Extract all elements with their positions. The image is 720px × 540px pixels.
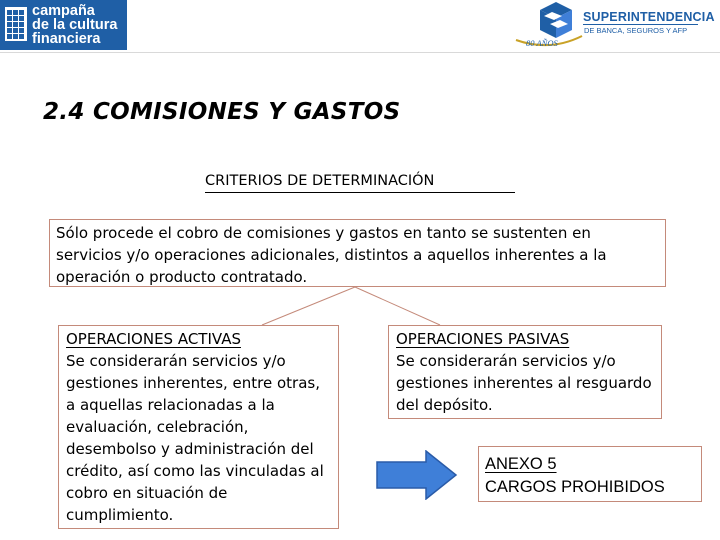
slide-title: 2.4 COMISIONES Y GASTOS [43, 99, 401, 125]
sbs-anniversary-badge: 80 AÑOS [526, 38, 558, 48]
sbs-name: SUPERINTENDENCIA [583, 10, 715, 24]
subtitle-underline [205, 192, 515, 193]
sbs-divider [583, 24, 698, 25]
active-operations-text: Se considerarán servicios y/o gestiones inherentes, entre otras, a aquellas relacionadas a la evaluación, celebración, desembolso y administración del crédito, así como las vinculadas al cobro en situación de cumplimiento. [66, 352, 324, 524]
annex-title: ANEXO 5 [485, 455, 557, 473]
header-bar [0, 0, 720, 52]
header-divider [0, 52, 720, 53]
passive-operations-box [388, 325, 662, 419]
campaign-logo-line3: financiera [32, 31, 101, 47]
passive-operations-text: Se considerarán servicios y/o gestiones inherentes al resguardo del depósito. [396, 352, 652, 414]
active-operations-box [58, 325, 339, 529]
slide-subtitle: CRITERIOS DE DETERMINACIÓN [205, 173, 435, 189]
campaign-logo [0, 0, 127, 50]
sbs-subtitle: DE BANCA, SEGUROS Y AFP [584, 26, 688, 35]
criteria-box [49, 219, 666, 287]
campaign-logo-line1: campaña [32, 3, 95, 19]
annex-subtitle: CARGOS PROHIBIDOS [485, 478, 665, 496]
campaign-logo-text [32, 4, 117, 46]
campaign-grid-icon [5, 7, 27, 41]
passive-operations-heading: OPERACIONES PASIVAS [396, 330, 570, 348]
criteria-text: Sólo procede el cobro de comisiones y gastos en tanto se sustenten en servicios y/o operaciones adicionales, distintos a aquellos inherentes a la operación o producto contratado. [56, 224, 607, 286]
annex-box [478, 446, 702, 502]
active-operations-heading: OPERACIONES ACTIVAS [66, 330, 241, 348]
campaign-logo-line2: de la cultura [32, 17, 118, 33]
arrow-right-icon [376, 450, 458, 500]
